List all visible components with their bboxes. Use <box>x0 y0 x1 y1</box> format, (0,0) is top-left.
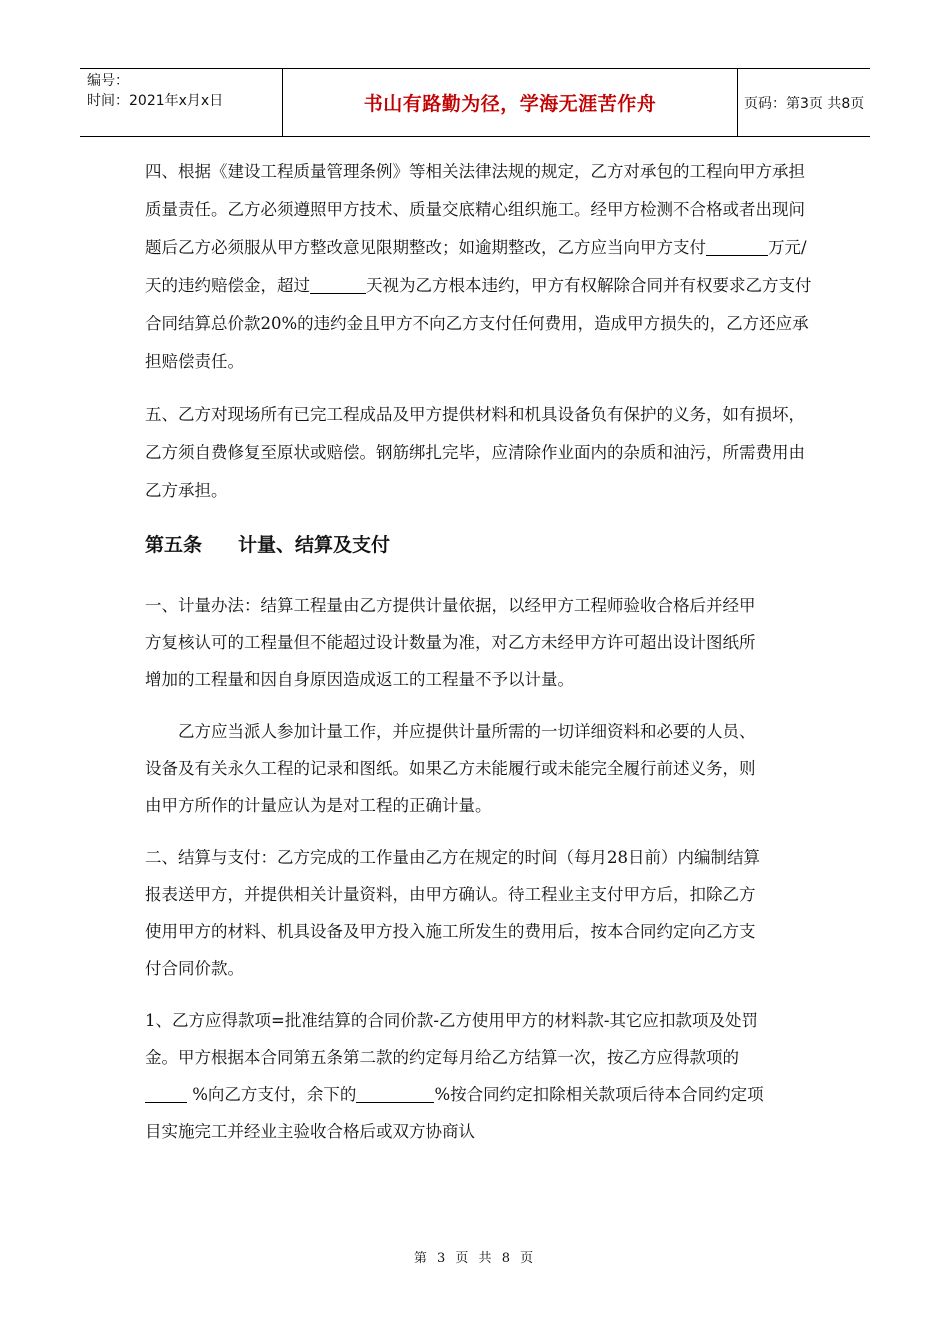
section-2: 二、结算与支付：乙方完成的工作量由乙方在规定的时间（每月28日前）内编制结算报表送甲方，并提供相关计量资料，由甲方确认。待工程业主支付甲方后，扣除乙方使用甲方的材料、机具设备及甲方投入施工所发生的费用后，按本合同约定向乙方支付合同价款。 <box>145 848 760 978</box>
blank-field <box>145 1084 187 1103</box>
clause-4-text-b: 万元/天的违约赔偿金，超过 <box>145 238 807 295</box>
header-page-number: 页码：第3页 共8页 <box>744 95 865 112</box>
blank-field <box>310 275 366 294</box>
clause-4-text-c: 天视为乙方根本违约，甲方有权解除合同并有权要求乙方支付合同结算总价款20%的违约金且甲方不向乙方支付任何费用，造成甲方损失的，乙方还应承担赔偿责任。 <box>145 276 812 371</box>
clause-4-text-a: 四、根据《建设工程质量管理条例》等相关法律法规的规定，乙方对承包的工程向甲方承担质量责任。乙方必须遵照甲方技术、质量交底精心组织施工。经甲方检测不合格或者出现问题后乙方必须服从甲方整改意见限期整改；如逾期整改，乙方应当向甲方支付 <box>145 162 805 257</box>
blank-field <box>356 1084 434 1103</box>
header-meta <box>87 71 282 111</box>
item-1-text-b: %向乙方支付，余下的 <box>187 1085 357 1104</box>
item-1-text-a: 1、乙方应得款项=批准结算的合同价款-乙方使用甲方的材料款-其它应扣款项及处罚金。甲方根据本合同第五条第二款的约定每月给乙方结算一次，按乙方应得款项的 <box>145 1011 758 1067</box>
page-footer: 第 3 页 共 8 页 <box>413 1251 537 1266</box>
section-2-item-1 <box>145 1002 770 1150</box>
section-1: 一、计量办法：结算工程量由乙方提供计量依据，以经甲方工程师验收合格后并经甲方复核认可的工程量但不能超过设计数量为准，对乙方未经甲方许可超出设计图纸所增加的工程量和因自身原因造成返工的工程量不予以计量。 <box>145 596 756 689</box>
document-number: 编号： <box>87 73 129 89</box>
clause-4 <box>145 153 817 381</box>
article-title: 计量、结算及支付 <box>238 534 391 556</box>
item-1-text-c: %按合同约定扣除相关款项后待本合同约定项目实施完工并经业主验收合格后或双方协商认 <box>145 1085 764 1141</box>
clause-5: 五、乙方对现场所有已完工程成品及甲方提供材料和机具设备负有保护的义务，如有损坏，乙方须自费修复至原状或赔偿。钢筋绑扎完毕，应清除作业面内的杂质和油污，所需费用由乙方承担。 <box>145 405 805 500</box>
document-body <box>145 153 817 1165</box>
section-1-supplement: 乙方应当派人参加计量工作，并应提供计量所需的一切详细资料和必要的人员、设备及有关永久工程的记录和图纸。如果乙方未能履行或未能完全履行前述义务，则由甲方所作的计量应认为是对工程的正确计量。 <box>145 722 756 815</box>
blank-field <box>706 237 768 256</box>
document-date: 时间：2021年x月x日 <box>87 93 224 109</box>
header-slogan: 书山有路勤为径，学海无涯苦作舟 <box>363 93 657 115</box>
article-heading <box>145 530 817 557</box>
header-slogan-cell <box>282 69 738 136</box>
article-number: 第五条 <box>145 534 203 556</box>
page-header <box>80 68 870 137</box>
